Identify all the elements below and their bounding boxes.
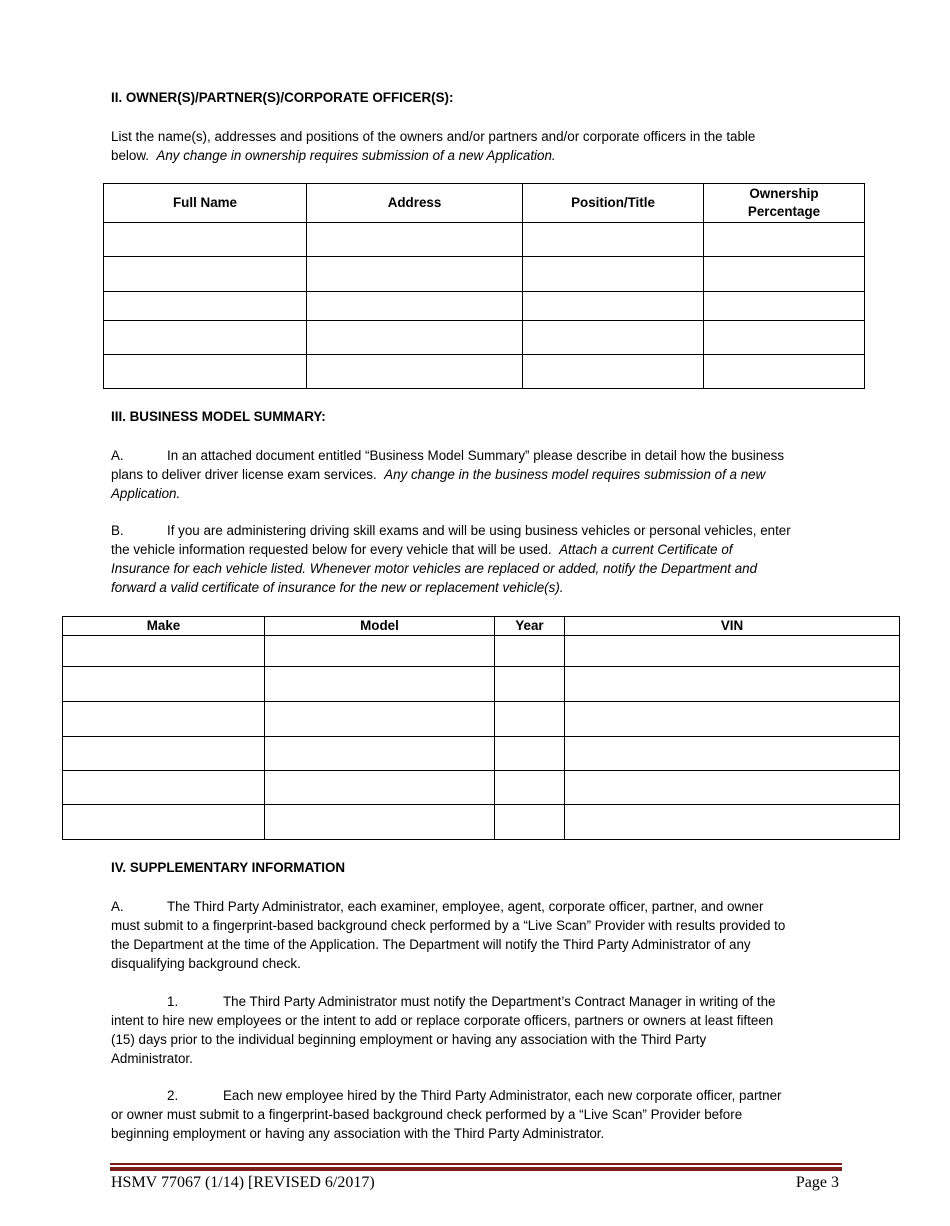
vehicles-header-model: Model [265,617,495,636]
owners-header-full-name: Full Name [104,184,307,223]
s4-item-1-line-1 [111,992,851,1011]
owner-position-cell[interactable] [523,355,704,389]
owner-percentage-cell[interactable] [704,223,865,257]
owner-percentage-cell[interactable] [704,355,865,389]
owner-full-name-cell[interactable] [104,355,307,389]
owner-percentage-cell[interactable] [704,321,865,355]
vehicle-year-cell[interactable] [495,771,565,805]
owner-full-name-cell[interactable] [104,257,307,292]
owners-table-header-row [104,184,865,223]
owner-full-name-cell[interactable] [104,321,307,355]
item-a-line-3 [111,484,856,503]
vehicle-vin-cell[interactable] [565,737,900,771]
section-4-item-1 [111,992,851,1068]
item-b-line-2-italic: Attach a current Certificate of [559,542,733,557]
item-b-line-4 [111,578,856,597]
table-row [104,292,865,321]
table-row [63,771,900,805]
s4-item-1-line-4: Administrator. [111,1051,193,1066]
ownership-header-line-1: Ownership [749,186,819,201]
vehicle-year-cell[interactable] [495,702,565,737]
vehicle-year-cell[interactable] [495,805,565,840]
vehicle-make-cell[interactable] [63,636,265,667]
owner-percentage-cell[interactable] [704,292,865,321]
intro-line-2-italic: Any change in ownership requires submission of a new Application. [156,148,556,163]
intro-line-1: List the name(s), addresses and positions of the owners and/or partners and/or corporate officers in the table [111,129,756,144]
item-a-line-2 [111,465,856,484]
section-4-item-a [111,897,851,973]
intro-line-2 [111,146,851,165]
item-b-line-1-text: If you are administering driving skill exams and will be using business vehicles or personal vehicles, enter [167,523,791,538]
s4-item-2-line-3: beginning employment or having any association with the Third Party Administrator. [111,1126,605,1141]
owner-address-cell[interactable] [307,321,523,355]
s4-item-2-marker: 2. [167,1088,179,1103]
item-b-line-3 [111,559,856,578]
owner-position-cell[interactable] [523,321,704,355]
s4-item-2-line-2: or owner must submit to a fingerprint-based background check performed by a “Live Scan” Provider before [111,1107,743,1122]
item-a-line-3-italic: Application. [111,486,181,501]
item-b-line-4-italic: forward a valid certificate of insurance for the new or replacement vehicle(s). [111,580,564,595]
footer-rule-thick [110,1167,842,1171]
vehicle-year-cell[interactable] [495,737,565,771]
s4-item-2-line-1 [111,1086,851,1105]
owners-header-address: Address [307,184,523,223]
table-row [63,737,900,771]
vehicle-model-cell[interactable] [265,737,495,771]
table-row [104,223,865,257]
section-4-heading: IV. SUPPLEMENTARY INFORMATION [111,860,346,875]
vehicle-model-cell[interactable] [265,702,495,737]
section-3-item-b [111,521,856,597]
vehicles-table [62,616,900,840]
s4-item-1-line-2: intent to hire new employees or the intent to add or replace corporate officers, partners or owners at least fifteen [111,1013,774,1028]
owner-full-name-cell[interactable] [104,223,307,257]
table-row [104,355,865,389]
vehicle-model-cell[interactable] [265,667,495,702]
vehicles-table-header-row [63,617,900,636]
vehicle-make-cell[interactable] [63,737,265,771]
item-b-line-2-plain: the vehicle information requested below for every vehicle that will be used. [111,542,552,557]
vehicles-header-year: Year [495,617,565,636]
table-row [63,636,900,667]
owner-position-cell[interactable] [523,223,704,257]
table-row [63,805,900,840]
item-a-line-2-plain: plans to deliver driver license exam services. [111,467,377,482]
s4-item-a-line-4: disqualifying background check. [111,956,301,971]
form-id: HSMV 77067 (1/14) [REVISED 6/2017) [111,1174,375,1191]
section-3-item-a [111,446,856,503]
s4-item-1-line-1-text: The Third Party Administrator must notify the Department’s Contract Manager in writing of the [223,994,776,1009]
table-row [63,702,900,737]
item-b-line-1 [111,521,856,540]
vehicle-make-cell[interactable] [63,805,265,840]
item-a-line-2-italic: Any change in the business model requires submission of a new [384,467,766,482]
vehicle-model-cell[interactable] [265,805,495,840]
s4-item-a-line-3: the Department at the time of the Application. The Department will notify the Third Party Administrator of any [111,937,751,952]
vehicle-model-cell[interactable] [265,771,495,805]
s4-item-a-line-1 [111,897,851,916]
section-2-intro [111,127,851,165]
vehicle-make-cell[interactable] [63,702,265,737]
owner-address-cell[interactable] [307,257,523,292]
item-a-line-1-text: In an attached document entitled “Business Model Summary” please describe in detail how the business [167,448,785,463]
item-b-marker: B. [111,523,124,538]
s4-item-2-line-1-text: Each new employee hired by the Third Party Administrator, each new corporate officer, partner [223,1088,782,1103]
vehicle-make-cell[interactable] [63,771,265,805]
item-b-line-3-italic: Insurance for each vehicle listed. Whenever motor vehicles are replaced or added, notify the Department and [111,561,758,576]
owners-table [103,183,865,389]
footer-rule-thin [110,1163,842,1165]
intro-line-2-plain: below. [111,148,149,163]
owner-percentage-cell[interactable] [704,257,865,292]
vehicle-model-cell[interactable] [265,636,495,667]
vehicle-vin-cell[interactable] [565,667,900,702]
s4-item-a-line-1-text: The Third Party Administrator, each examiner, employee, agent, corporate officer, partner, and owner [167,899,764,914]
owner-address-cell[interactable] [307,223,523,257]
vehicles-header-vin: VIN [565,617,900,636]
vehicle-year-cell[interactable] [495,636,565,667]
owner-address-cell[interactable] [307,292,523,321]
owners-header-position: Position/Title [523,184,704,223]
item-b-line-2 [111,540,856,559]
owner-full-name-cell[interactable] [104,292,307,321]
vehicle-vin-cell[interactable] [565,771,900,805]
item-a-line-1 [111,446,856,465]
table-row [63,667,900,702]
owner-address-cell[interactable] [307,355,523,389]
ownership-header-line-2: Percentage [747,204,821,219]
item-a-marker: A. [111,448,124,463]
owners-header-ownership [704,184,865,223]
s4-item-1-marker: 1. [167,994,179,1009]
section-3-heading: III. BUSINESS MODEL SUMMARY: [111,409,326,424]
s4-item-1-line-3: (15) days prior to the individual beginning employment or having any association with the Third Party [111,1032,707,1047]
vehicle-vin-cell[interactable] [565,636,900,667]
section-2-heading: II. OWNER(S)/PARTNER(S)/CORPORATE OFFICER(S): [111,90,454,105]
table-row [104,257,865,292]
vehicle-make-cell[interactable] [63,667,265,702]
owner-position-cell[interactable] [523,292,704,321]
owner-position-cell[interactable] [523,257,704,292]
table-row [104,321,865,355]
section-4-item-2 [111,1086,851,1143]
vehicles-header-make: Make [63,617,265,636]
s4-item-a-line-2: must submit to a fingerprint-based background check performed by a “Live Scan” Provider with results provided to [111,918,786,933]
vehicle-vin-cell[interactable] [565,702,900,737]
page-number: Page 3 [795,1174,839,1191]
vehicle-year-cell[interactable] [495,667,565,702]
vehicle-vin-cell[interactable] [565,805,900,840]
s4-item-a-marker: A. [111,899,124,914]
